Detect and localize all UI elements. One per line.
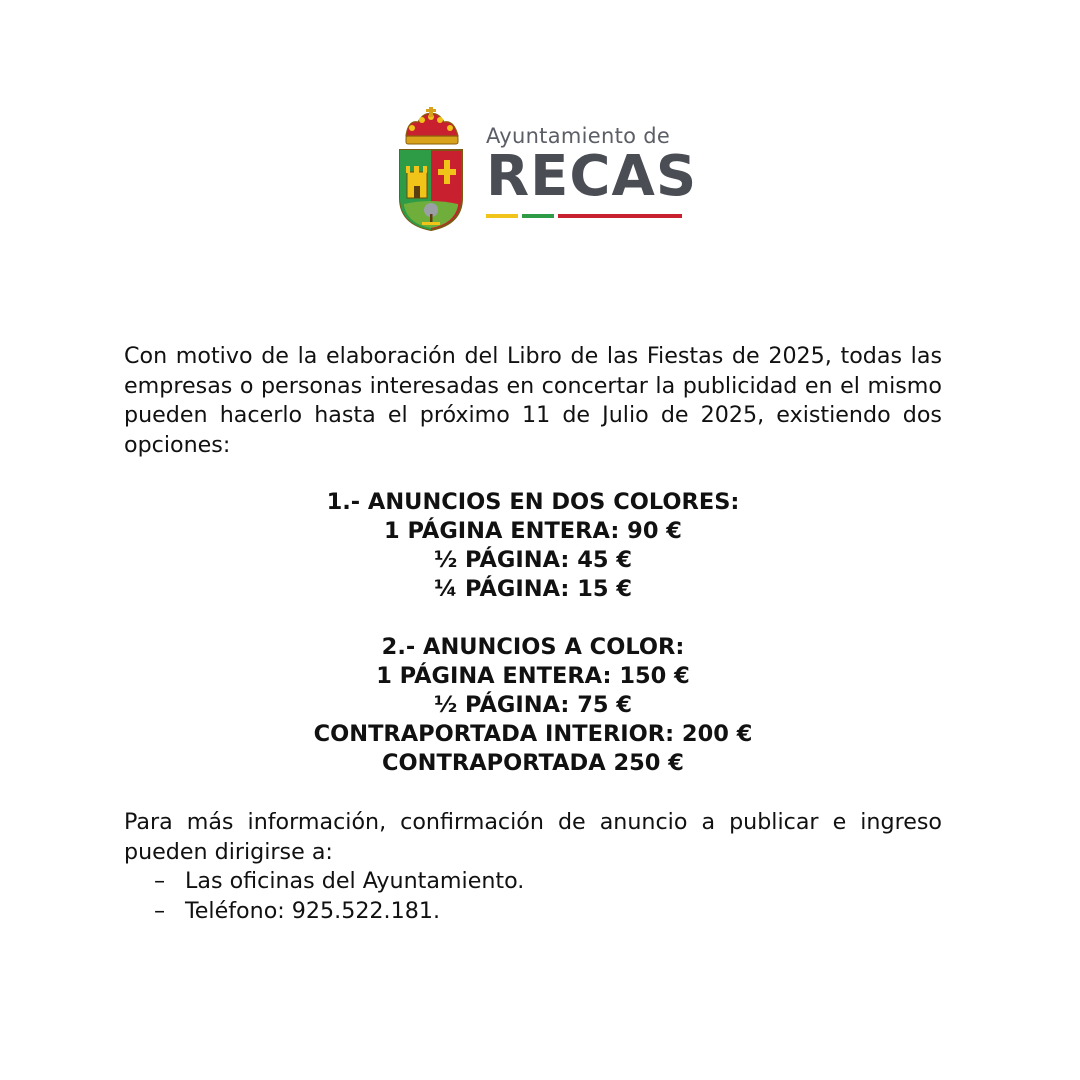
price-item: CONTRAPORTADA INTERIOR: 200 € [313, 721, 753, 747]
logo-bar-red [558, 214, 682, 218]
price-item: 1 PÁGINA ENTERA: 150 € [376, 663, 690, 689]
contact-paragraph: Para más información, confirmación de anuncio a publicar e ingreso pueden dirigirse a: [124, 809, 942, 865]
coat-of-arms-icon [396, 106, 466, 232]
logo-subtitle: Ayuntamiento de [486, 124, 671, 148]
price-item: ½ PÁGINA: 45 € [433, 547, 633, 573]
logo-bar-yellow [486, 214, 518, 218]
logo-text [486, 124, 698, 218]
logo-bar-green [522, 214, 554, 218]
price-item: ¼ PÁGINA: 15 € [433, 576, 633, 602]
intro-paragraph: Con motivo de la elaboración del Libro de las Fiestas de 2025, todas las empresas o personas interesadas en concertar la publicidad en el mismo pueden hacerlo hasta el próximo 11 de Julio de 2025, existiendo dos opciones: [124, 343, 942, 458]
contact-list [124, 867, 942, 926]
ayuntamiento-logo [396, 106, 698, 232]
contact-item-text: Las oficinas del Ayuntamiento. [185, 868, 525, 894]
list-item [124, 867, 942, 897]
contact-section [124, 808, 942, 926]
contact-item-text: Teléfono: 925.522.181. [185, 897, 441, 924]
price-item: 1 PÁGINA ENTERA: 90 € [384, 518, 682, 544]
option-title: 1.- ANUNCIOS EN DOS COLORES: [326, 489, 740, 515]
option-title: 2.- ANUNCIOS A COLOR: [381, 634, 685, 660]
dash-bullet: – [154, 897, 166, 924]
logo-color-bars [486, 214, 686, 218]
list-item [124, 897, 942, 927]
option-two-colors [124, 488, 942, 604]
dash-bullet: – [154, 868, 166, 894]
price-item: ½ PÁGINA: 75 € [433, 692, 633, 718]
option-full-color [124, 633, 942, 778]
logo-name: RECAS [486, 144, 698, 209]
price-item: CONTRAPORTADA 250 € [382, 750, 684, 776]
